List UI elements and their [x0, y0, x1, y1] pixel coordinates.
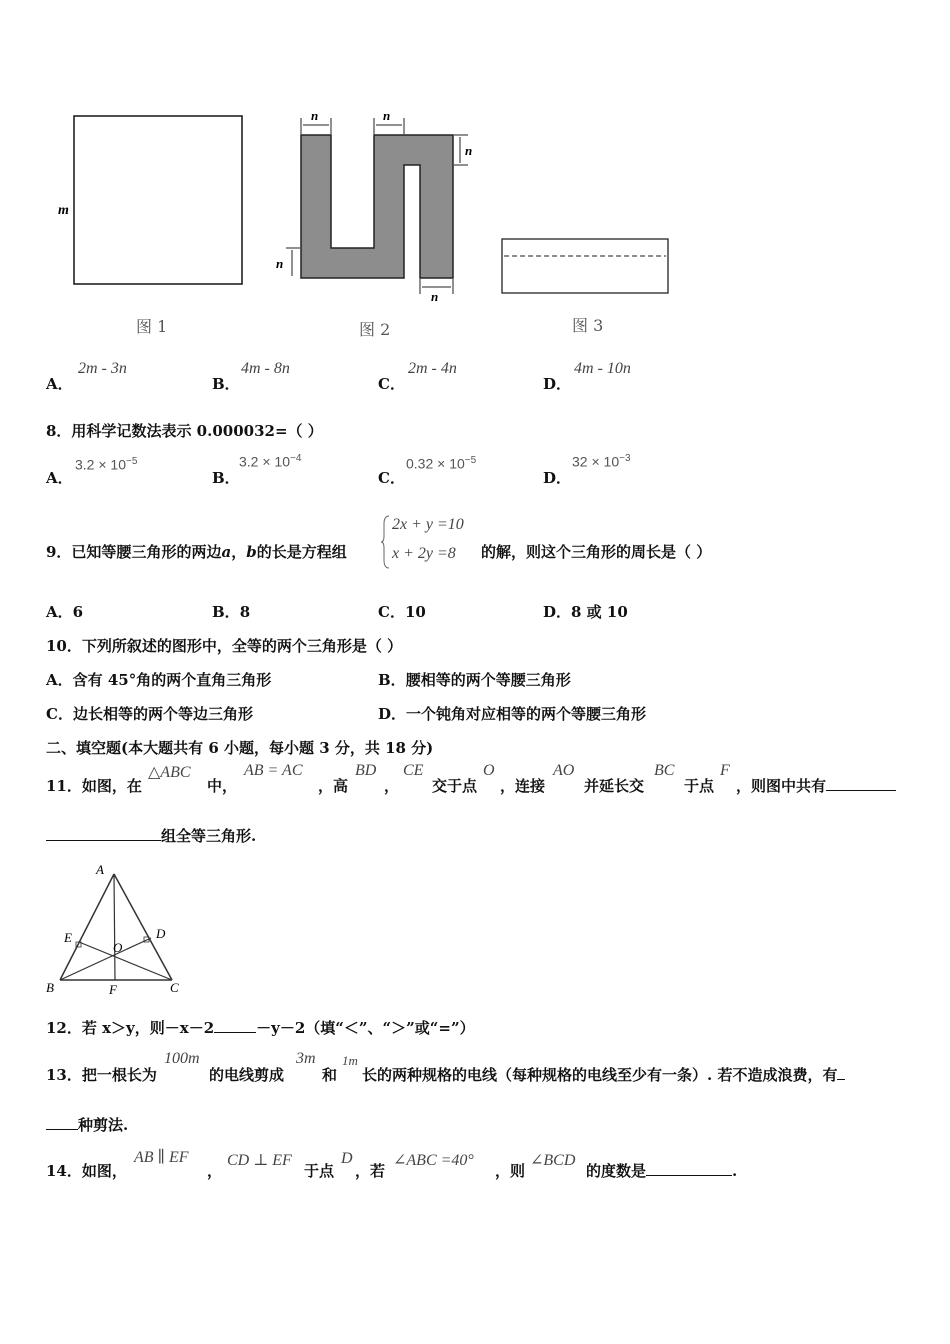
q10-option-a: A．含有 45°角的两个直角三角形	[46, 671, 272, 689]
q13-text-1: 13．把一根长为	[46, 1066, 157, 1084]
q11-label-D: D	[156, 926, 166, 941]
q8-option-d-letter: D．	[543, 469, 572, 487]
q11-math-triangle-abc: △ABC	[148, 764, 191, 781]
q13-math-1m: 1m	[342, 1053, 358, 1068]
q11-text-8: 于点	[684, 777, 715, 795]
q13-math-3m: 3m	[296, 1050, 316, 1067]
q11-math-ab-eq-ac: AB = AC	[244, 762, 303, 779]
q11-text-10: 组全等三角形.	[46, 825, 256, 846]
q14-math-angle-abc: ∠ABC =40°	[393, 1152, 474, 1169]
fig2-caption: 图 2	[359, 320, 391, 339]
q11-math-bd: BD	[355, 762, 377, 779]
q12-answer-blank[interactable]	[214, 1018, 256, 1033]
q9-stem-post: 的解，则这个三角形的周长是（ ）	[481, 543, 712, 561]
q9-option-a: A．6	[46, 603, 84, 621]
q10-option-d: D．一个钝角对应相等的两个等腰三角形	[378, 705, 647, 723]
q11-label-O: O	[113, 940, 123, 955]
q11-text-1: 11．如图，在	[46, 777, 142, 795]
q11-math-ao: AO	[553, 762, 575, 779]
q8-option-d-value: $32 \times 10^{-3}$	[572, 453, 631, 470]
q14-math-d: D	[341, 1150, 353, 1167]
q8-option-c-letter: C．	[378, 469, 405, 487]
fig2-label-n-top-mid: n	[383, 108, 391, 123]
q9-system-brace	[381, 514, 391, 570]
q11-math-ce: CE	[403, 762, 424, 779]
fig2-label-n-bottom: n	[431, 289, 439, 303]
q14-text-5: ，则	[495, 1162, 526, 1180]
q13-text-3: 和	[322, 1066, 338, 1084]
q9-option-c: C．10	[378, 603, 426, 621]
q7-option-a-expr: 2m - 3n	[78, 360, 127, 377]
q11-math-bc: BC	[654, 762, 675, 779]
q9-equation-1: 2x + y =10	[392, 516, 464, 533]
q14-math-angle-bcd: ∠BCD	[530, 1152, 576, 1169]
q14-text-2: ，	[207, 1162, 223, 1180]
q14-math-cd-perp-ef: CD ⊥ EF	[227, 1152, 292, 1169]
q11-text-5: 交于点	[432, 777, 478, 795]
fig2-label-n-left: n	[276, 256, 284, 271]
q7-option-c-letter: C．	[378, 375, 405, 393]
q11-label-F: F	[109, 982, 117, 997]
q11-text-7: 并延长交	[584, 777, 645, 795]
q11-text-2: 中，	[207, 777, 238, 795]
q13-text-2: 的电线剪成	[209, 1066, 285, 1084]
q11-answer-blank-a[interactable]	[826, 776, 896, 791]
q14-text-4: ，若	[355, 1162, 386, 1180]
q10-stem: 10．下列所叙述的图形中，全等的两个三角形是（ ）	[46, 637, 403, 655]
q11-text-9: ，则图中共有	[736, 775, 896, 796]
q8-option-a-value: $3.2 \times 10^{-5}$	[75, 456, 138, 473]
fig2-label-n-top-left: n	[311, 108, 319, 123]
q14-text-3: 于点	[304, 1162, 335, 1180]
q11-math-f: F	[720, 762, 730, 779]
fig1-label-m: m	[58, 203, 69, 218]
q10-option-c: C．边长相等的两个等边三角形	[46, 705, 253, 723]
figure-2-shape	[272, 108, 482, 303]
q9-option-b: B．8	[212, 603, 251, 621]
q11-text-3: ，高	[318, 777, 349, 795]
q8-option-a-letter: A．	[46, 469, 73, 487]
q13-math-100m: 100m	[164, 1050, 200, 1067]
q11-label-C: C	[170, 980, 179, 995]
q11-label-E: E	[64, 930, 72, 945]
q8-option-b-value: $3.2 \times 10^{-4}$	[239, 453, 302, 470]
q14-text-6: 的度数是 .	[586, 1162, 738, 1180]
q11-text-4: ，	[384, 777, 400, 795]
q7-option-c-expr: 2m - 4n	[408, 360, 457, 377]
figure-3-rectangle	[496, 232, 676, 298]
q9-option-d: D．8 或 10	[543, 603, 628, 621]
q8-option-c-value: $0.32 \times 10^{-5}$	[406, 455, 477, 472]
q14-math-ab-parallel-ef: AB ∥ EF	[134, 1149, 189, 1166]
figure-1-square	[52, 110, 252, 295]
section-2-heading: 二、填空题(本大题共有 6 小题，每小题 3 分，共 18 分)	[46, 739, 434, 757]
q7-option-d-letter: D．	[543, 375, 572, 393]
q9-equation-2: x + 2y =8	[392, 545, 456, 562]
q9-stem-pre: 9．已知等腰三角形的两边a，b的长是方程组	[46, 543, 347, 561]
q12-text: 12．若 x＞y，则－x－2 －y－2（填“＜”、“＞”或“=”）	[46, 1019, 475, 1037]
q10-option-b: B．腰相等的两个等腰三角形	[378, 671, 571, 689]
q7-option-a-letter: A．	[46, 375, 73, 393]
fig2-label-n-right: n	[465, 143, 473, 158]
q11-label-B: B	[46, 980, 54, 995]
q11-answer-blank-b[interactable]	[46, 826, 161, 841]
q7-option-d-expr: 4m - 10n	[574, 360, 631, 377]
q11-triangle-figure	[40, 858, 190, 1000]
q8-stem: 8．用科学记数法表示 0.000032=（ ）	[46, 422, 323, 440]
q11-math-o: O	[483, 762, 495, 779]
fig3-caption: 图 3	[572, 316, 604, 335]
q13-answer-blank-a[interactable]	[837, 1065, 845, 1080]
q7-option-b-letter: B．	[212, 375, 240, 393]
fig1-caption: 图 1	[136, 317, 168, 336]
q13-text-5: 种剪法.	[46, 1114, 128, 1135]
q14-answer-blank[interactable]	[646, 1161, 732, 1176]
q13-text-4: 长的两种规格的电线（每种规格的电线至少有一条）. 若不造成浪费，有	[362, 1064, 845, 1085]
q11-text-6: ，连接	[500, 777, 546, 795]
q13-answer-blank-b[interactable]	[46, 1115, 78, 1130]
q11-label-A: A	[96, 862, 104, 877]
q8-option-b-letter: B．	[212, 469, 240, 487]
q7-option-b-expr: 4m - 8n	[241, 360, 290, 377]
q14-text-1: 14．如图，	[46, 1162, 127, 1180]
